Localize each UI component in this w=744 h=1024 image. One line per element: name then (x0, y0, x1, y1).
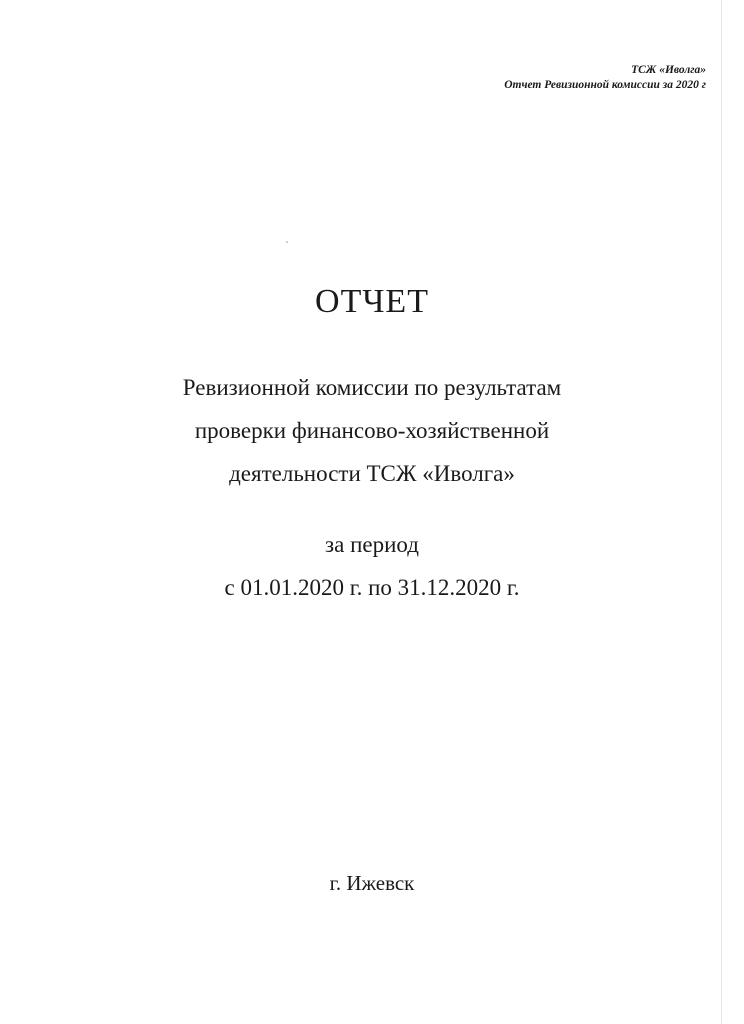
subtitle-line: проверки финансово-хозяйственной (194, 418, 550, 443)
document-title: ОТЧЕТ (315, 283, 429, 320)
document-subtitle (0, 366, 744, 495)
subtitle-line: Ревизионной комиссии по результатам (182, 375, 562, 400)
period-range: с 01.01.2020 г. по 31.12.2020 г. (224, 575, 520, 600)
subtitle-line: деятельности ТСЖ «Иволга» (229, 461, 515, 486)
header-organization: ТСЖ «Иволга» (631, 64, 706, 76)
header-report-caption: Отчет Ревизионной комиссии за 2020 г (504, 79, 706, 91)
period-label: за период (325, 532, 419, 557)
scan-speck (286, 241, 288, 243)
city-name: г. Ижевск (329, 871, 415, 895)
reporting-period (0, 523, 744, 609)
page-header (504, 63, 706, 93)
